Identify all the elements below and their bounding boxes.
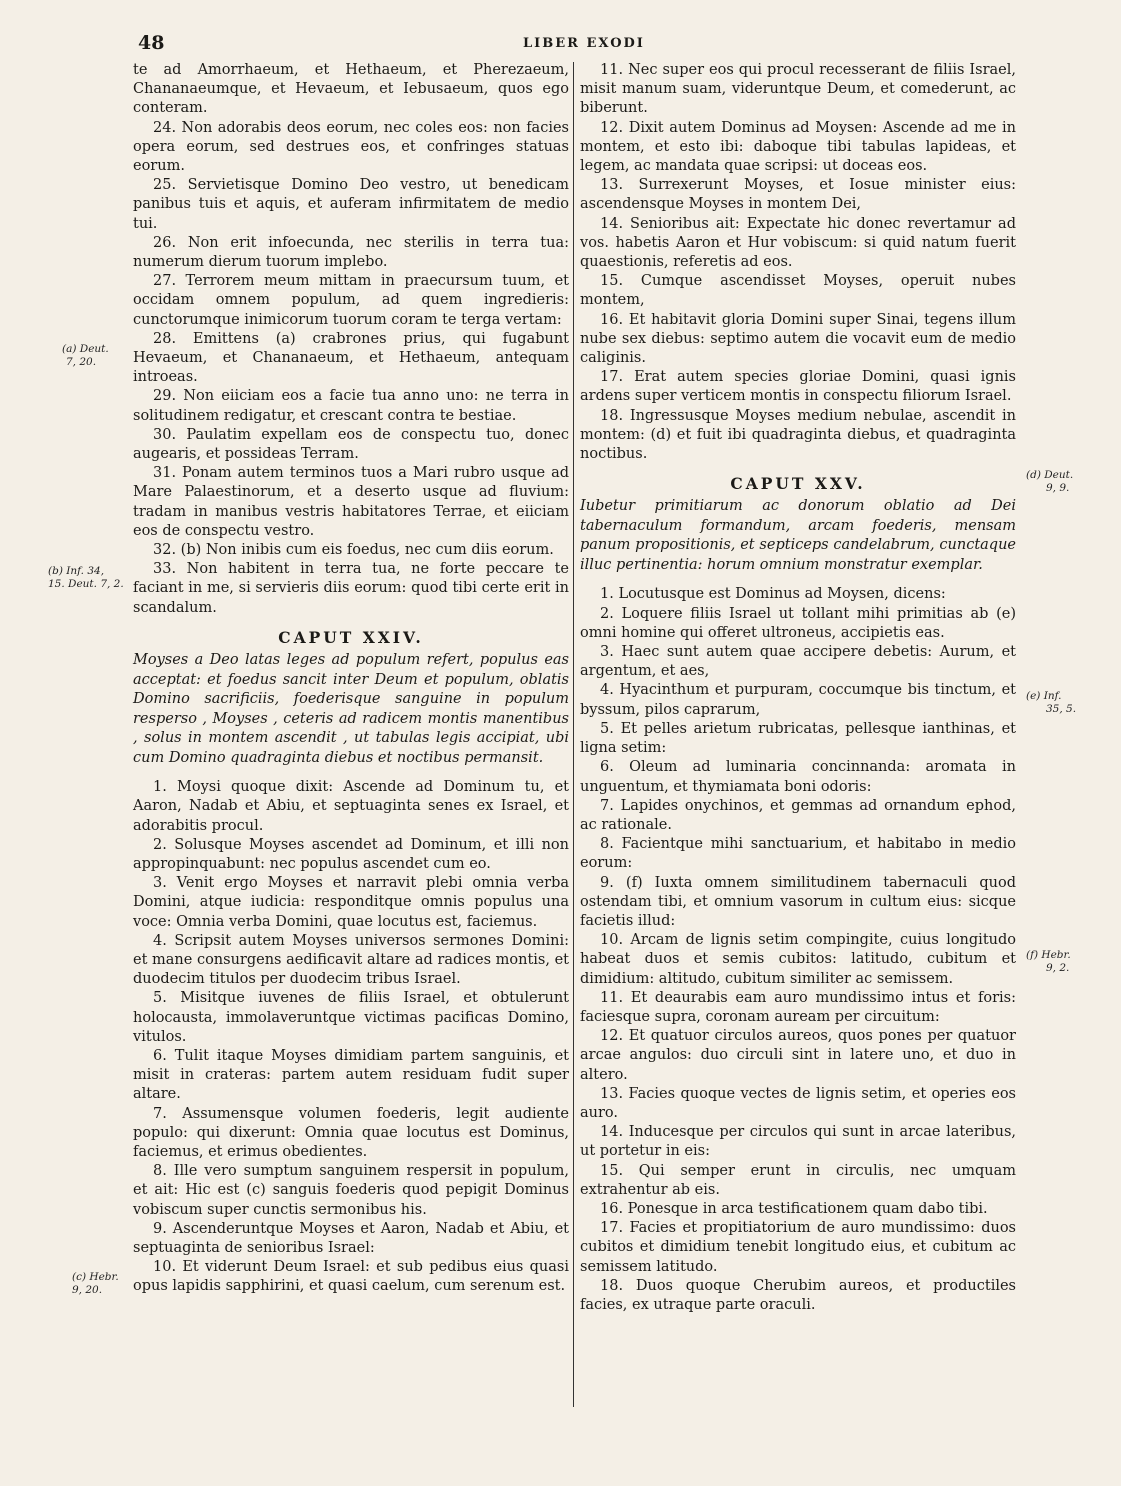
margin-note-line: 9, 20.: [72, 1283, 103, 1296]
margin-note-line: (c) Hebr.: [72, 1271, 119, 1283]
verse: 14. Inducesque per circulos qui sunt in arcae lateribus, ut portetur in eis:: [580, 1124, 1016, 1160]
verse: 4. Scripsit autem Moyses universos sermones Domini: et mane consurgens aedificavit altare ad radices montis, et duodecim titulos per duodecim tribus Israel.: [133, 932, 569, 988]
verse: 25. Servietisque Domino Deo vestro, ut benedicam panibus tuis et aquis, et auferam infirmitatem de medio tui.: [133, 177, 569, 232]
verse: 14. Senioribus ait: Expectate hic donec revertamur ad vos. habetis Aaron et Hur vobiscum: si quid natum fuerit quaestionis, referetis ad eos.: [580, 215, 1016, 271]
margin-note-line: (a) Deut.: [62, 343, 109, 355]
verse: 28. Emittens (a) crabrones prius, qui fugabunt Hevaeum, et Chananaeum, et Hethaeum, antequam introeas.: [133, 330, 569, 386]
verse: 5. Et pelles arietum rubricatas, pellesque ianthinas, et ligna setim:: [580, 720, 1016, 757]
verse: 10. Et viderunt Deum Israel: et sub pedibus eius quasi opus lapidis sapphirini, et quasi caelum, cum serenum est.: [133, 1259, 569, 1295]
verse: 31. Ponam autem terminos tuos a Mari rubro usque ad Mare Palaestinorum, et a deserto usque ad fluvium: tradam in manibus vestris habitatores Terrae, et eiiciam eos de conspectu vestro.: [133, 465, 569, 539]
verses-right-a: [580, 61, 1016, 464]
column-divider: [573, 62, 574, 1407]
margin-note-e: [1026, 690, 1076, 715]
verse: 4. Hyacinthum et purpuram, coccumque bis tinctum, et byssum, pilos caprarum,: [580, 682, 1016, 718]
margin-note-b: [48, 565, 124, 590]
verse: 2. Solusque Moyses ascendet ad Dominum, et illi non appropinquabunt: nec populus ascendet cum eo.: [133, 836, 569, 872]
verse: 33. Non habitent in terra tua, ne forte peccare te faciant in me, si servieris diis eorum: quod tibi certe erit in scandalum.: [133, 561, 569, 616]
margin-note-line: 35, 5.: [1046, 702, 1077, 715]
verse: 13. Facies quoque vectes de lignis setim, et operies eos auro.: [580, 1085, 1016, 1121]
verse: 7. Assumensque volumen foederis, legit audiente populo: qui dixerunt: Omnia quae locutus est Dominus, faciemus, et erimus obedientes.: [133, 1105, 569, 1160]
chapter-heading-25: CAPUT XXV.: [730, 474, 866, 494]
verse: 24. Non adorabis deos eorum, nec coles eos: non facies opera eorum, sed destrues eos, et confringes statuas eorum.: [133, 119, 569, 175]
left-column: [133, 61, 569, 1297]
chapter-summary-25: Iubetur primitiarum ac donorum oblatio ad Dei tabernaculum formandum, arcam foederis, mensam panum propositionis, et septiceps candelabrum, cunctaque illuc pertinentia: horum omnium monstratur exemplar.: [580, 498, 1016, 573]
verse: 13. Surrexerunt Moyses, et Iosue minister eius: ascendensque Moyses in montem Dei,: [580, 177, 1016, 213]
verse: 6. Tulit itaque Moyses dimidiam partem sanguinis, et misit in crateras: partem autem residuam fudit super altare.: [133, 1047, 569, 1103]
verse: 3. Haec sunt autem quae accipere debetis: Aurum, et argentum, et aes,: [580, 644, 1016, 680]
verse: 9. Ascenderuntque Moyses et Aaron, Nadab et Abiu, et septuaginta de senioribus Israel:: [133, 1220, 569, 1256]
verse: 5. Misitque iuvenes de filiis Israel, et obtulerunt holocausta, immolaveruntque victimas pacificas Domino, vitulos.: [133, 990, 569, 1045]
margin-note-line: (e) Inf.: [1026, 690, 1062, 702]
verse: 2. Loquere filiis Israel ut tollant mihi primitias ab (e) omni homine qui offeret ultroneus, accipietis eas.: [580, 605, 1016, 641]
verse: 32. (b) Non inibis cum eis foedus, nec cum diis eorum.: [153, 542, 554, 559]
margin-note-c: [72, 1271, 119, 1296]
margin-note-line: 15. Deut. 7, 2.: [48, 577, 124, 590]
margin-note-line: (d) Deut.: [1026, 469, 1074, 481]
verse: 15. Cumque ascendisset Moyses, operuit nubes montem,: [580, 273, 1016, 309]
right-column: [580, 61, 1016, 1315]
verse: 1. Moysi quoque dixit: Ascende ad Dominum tu, et Aaron, Nadab et Abiu, et septuaginta senes ex Israel, et adorabitis procul.: [133, 779, 569, 834]
margin-note-a: [62, 343, 109, 368]
verse: 18. Ingressusque Moyses medium nebulae, ascendit in montem: (d) et fuit ibi quadraginta diebus, et quadraginta noctibus.: [580, 407, 1016, 463]
verse: 16. Ponesque in arca testificationem quam dabo tibi.: [600, 1200, 988, 1217]
verses-left-a: [133, 61, 569, 618]
verses-left-b: [133, 778, 569, 1296]
page-number: 48: [138, 32, 165, 54]
verse: 29. Non eiiciam eos a facie tua anno uno: ne terra in solitudinem redigatur, et crescant contra te bestiae.: [133, 388, 569, 424]
verse: 26. Non erit infoecunda, nec sterilis in terra tua: numerum dierum tuorum implebo.: [133, 234, 569, 271]
margin-note-line: 9, 9.: [1046, 481, 1070, 494]
verse: te ad Amorrhaeum, et Hethaeum, et Pherezaeum, Chananaeumque, et Hevaeum, et Iebusaeum, quos ego conteram.: [133, 62, 569, 117]
verse: 10. Arcam de lignis setim compingite, cuius longitudo habeat duos et semis cubitos: latitudo, cubitum et dimidium: altitudo, cubitum similiter ac semissem.: [580, 932, 1016, 987]
verse: 12. Et quatuor circulos aureos, quos pones per quatuor arcae angulos: duo circuli sint in latere uno, et duo in altero.: [580, 1028, 1016, 1083]
verses-right-b: [580, 585, 1016, 1315]
chapter-heading-24: CAPUT XXIV.: [278, 627, 424, 647]
verse: 27. Terrorem meum mittam in praecursum tuum, et occidam omnem populum, ad quem ingredieris: cunctorumque inimicorum tuorum coram te terga vertam:: [133, 273, 569, 328]
margin-note-line: 9, 2.: [1046, 961, 1070, 974]
verse: 30. Paulatim expellam eos de conspectu tuo, donec augearis, et possideas Terram.: [133, 426, 569, 463]
verse: 8. Ille vero sumptum sanguinem respersit in populum, et ait: Hic est (c) sanguis foederis quod pepigit Dominus vobiscum super cunctis sermonibus his.: [133, 1163, 569, 1218]
verse: 1. Locutusque est Dominus ad Moysen, dicens:: [600, 586, 946, 603]
verse: 3. Venit ergo Moyses et narravit plebi omnia verba Domini, atque iudicia: responditque omnis populus una voce: Omnia verba Domini, quae locutus est, faciemus.: [133, 875, 569, 930]
chapter-summary-24: Moyses a Deo latas leges ad populum refert, populus eas acceptat: et foedus sancit inter Deum et populum, oblatis Domino sacrificiis, foederisque sanguine in populum resperso , Moyses , ceteris ad radicem montis manentibus , solus in montem ascendit , ut tabulas legis accipiat, ubi cum Domino quadraginta diebus et noctibus permansit.: [133, 652, 569, 766]
margin-note-line: (f) Hebr.: [1026, 949, 1071, 961]
verse: 17. Facies et propitiatorium de auro mundissimo: duos cubitos et dimidium tenebit longitudo eius, et cubitum ac semissem latitudo.: [580, 1220, 1016, 1275]
verse: 11. Et deaurabis eam auro mundissimo intus et foris: faciesque supra, coronam auream per circuitum:: [580, 989, 1016, 1025]
verse: 7. Lapides onychinos, et gemmas ad ornandum ephod, ac rationale.: [580, 797, 1016, 833]
verse: 15. Qui semper erunt in circulis, nec umquam extrahentur ab eis.: [580, 1162, 1016, 1198]
verse: 17. Erat autem species gloriae Domini, quasi ignis ardens super verticem montis in conspectu filiorum Israel.: [580, 369, 1016, 405]
page-header: [0, 24, 1121, 64]
verse: 9. (f) Iuxta omnem similitudinem tabernaculi quod ostendam tibi, et omnium vasorum in cultum eius: sicque facietis illud:: [580, 874, 1016, 929]
verse: 18. Duos quoque Cherubim aureos, et productiles facies, ex utraque parte oraculi.: [580, 1277, 1016, 1313]
margin-note-d: [1026, 469, 1073, 494]
margin-note-line: (b) Inf. 34,: [48, 565, 105, 577]
verse: 6. Oleum ad luminaria concinnanda: aromata in unguentum, et thymiamata boni odoris:: [580, 759, 1016, 795]
verse: 11. Nec super eos qui procul recesserant de filiis Israel, misit manum suam, videruntque Deum, et comederunt, ac biberunt.: [580, 62, 1016, 117]
margin-note-f: [1026, 949, 1071, 974]
verse: 16. Et habitavit gloria Domini super Sinai, tegens illum nube sex diebus: septimo autem die vocavit eum de medio caliginis.: [580, 311, 1016, 367]
verse: 12. Dixit autem Dominus ad Moysen: Ascende ad me in montem, et esto ibi: daboque tibi tabulas lapideas, et legem, ac mandata quae scripsi: ut doceas eos.: [580, 119, 1016, 175]
margin-note-line: 7, 20.: [66, 355, 97, 368]
running-title: LIBER EXODI: [523, 36, 645, 51]
verse: 8. Facientque mihi sanctuarium, et habitabo in medio eorum:: [580, 836, 1016, 872]
